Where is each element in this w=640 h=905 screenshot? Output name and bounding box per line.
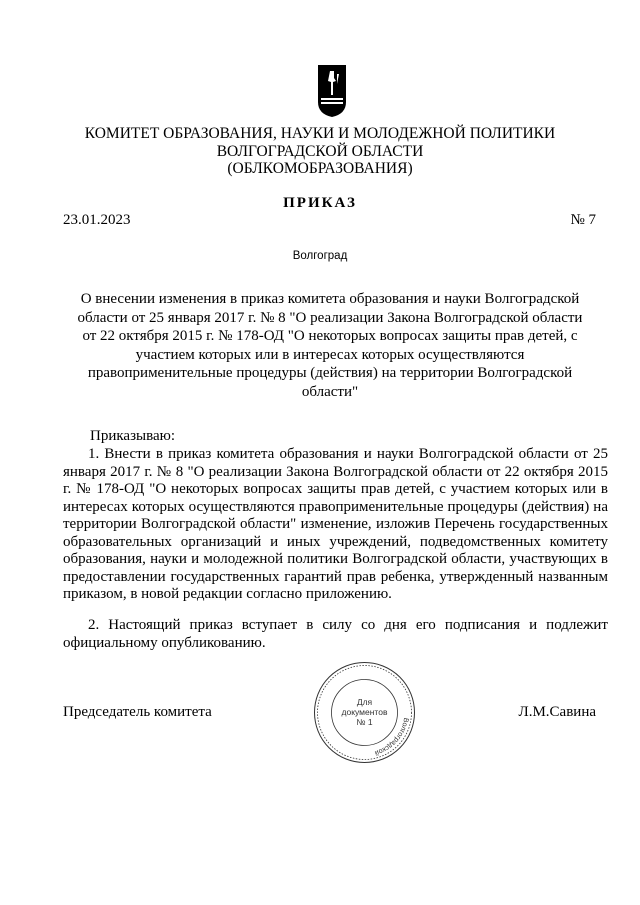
document-number: № 7 [570,212,596,228]
org-name-abbrev: (ОБЛКОМОБРАЗОВАНИЯ) [227,160,413,177]
org-name-line1: КОМИТЕТ ОБРАЗОВАНИЯ, НАУКИ И МОЛОДЕЖНОЙ ПОЛИТИКИ [84,125,556,142]
signatory-title: Председатель комитета [63,704,212,720]
stamp-inner-line2: документов [341,707,388,717]
stamp-inner-line1: Для [356,697,373,707]
signatory-name: Л.М.Савина [518,704,596,720]
stamp-inner-line3: № 1 [356,717,373,727]
org-name-line2: ВОЛГОГРАДСКОЙ ОБЛАСТИ [216,143,424,160]
document-date: 23.01.2023 [63,212,131,228]
coat-of-arms-icon [317,64,347,118]
order-word: Приказываю: [90,428,175,444]
paragraph-1: 1. Внести в приказ комитета образования и науки Волгоградской области от 25 января 2017 г. № 8 "О реализации Закона Волгоградской области от 22 октября 2015 г. № 178-ОД "О некоторых вопросах защиты прав детей, с участием которых или в интересах которых осуществляются правоприменительные процедуры (действия) на территории Волгоградской области" изменение, изложив Перечень государственных образовательных организаций и иных учреждений, подведомственных комитету образования, науки и молодежной политики Волгоградской области, участвующих в предоставлении государственных гарантий прав ребенка, утвержденный названным приказом, в новой редакции согласно приложению. [63,446,608,602]
document-type: ПРИКАЗ [283,195,357,211]
document-city: Волгоград [292,250,348,262]
stamp-ring-text: Волгоградской [373,717,410,757]
paragraph-2: 2. Настоящий приказ вступает в силу со дня его подписания и подлежит официальному опубликованию. [63,617,608,651]
official-stamp [312,660,417,765]
document-subject: О внесении изменения в приказ комитета образования и науки Волгоградской области от 25 января 2017 г. № 8 "О реализации Закона Волгоградской области от 22 октября 2015 г. № 178-ОД "О некоторых вопросах защиты прав детей, с участием которых или в интересах которых осуществляются правоприменительные процедуры (действия) на территории Волгоградской области" [77,291,583,400]
